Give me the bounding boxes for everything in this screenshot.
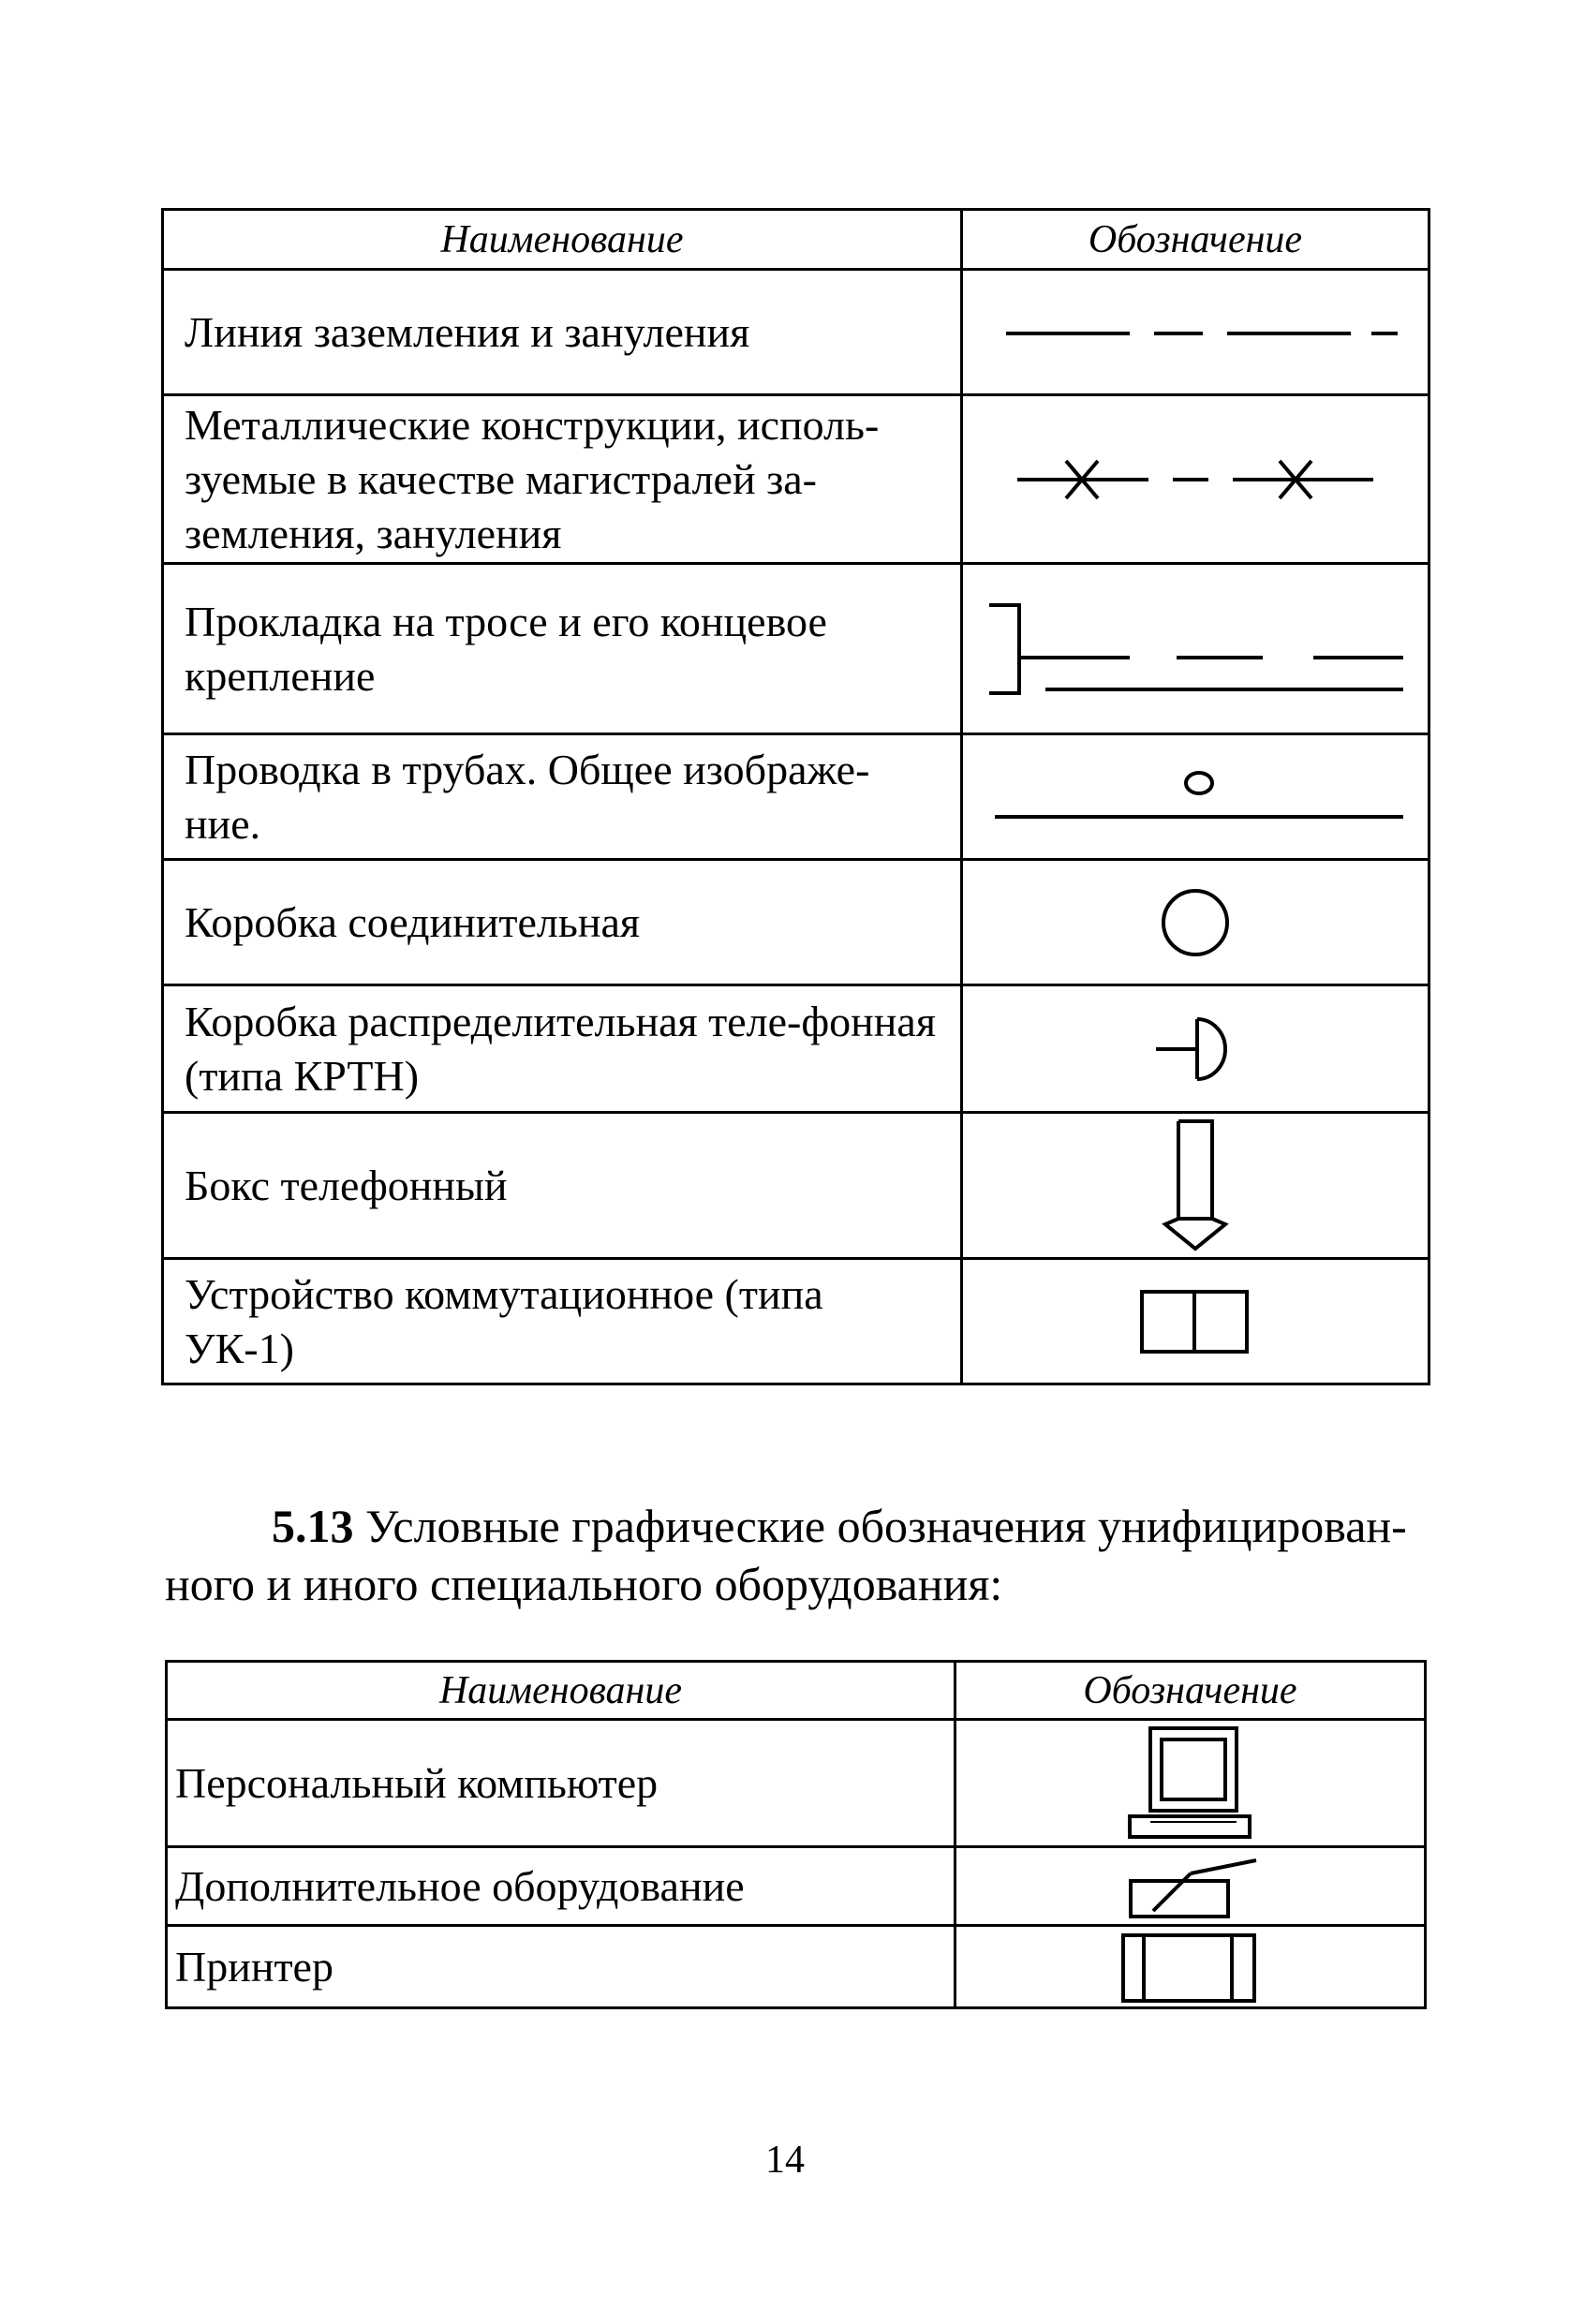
row-symbol: [962, 564, 1429, 734]
row-symbol: [962, 734, 1429, 860]
table-row: [163, 860, 1429, 985]
row-name: Коробка распределительная теле-фонная (типа КРТН): [163, 985, 962, 1113]
dash-line-icon: [989, 318, 1401, 347]
row-symbol: [962, 1259, 1429, 1384]
row-name: Проводка в трубах. Общее изображе-ние.: [163, 734, 962, 860]
pipe-wiring-icon: [980, 764, 1411, 830]
row-name: Металлические конструкции, исполь-зуемые в качестве магистралей за-земления, зануления: [163, 395, 962, 564]
row-name: Дополнительное оборудование: [167, 1847, 955, 1926]
phone-box-icon: [1158, 1116, 1233, 1256]
row-name: Принтер: [167, 1926, 955, 2008]
row-symbol: [955, 1847, 1426, 1926]
computer-icon: [1120, 1723, 1261, 1844]
table-row: [163, 564, 1429, 734]
table-header-row: [163, 210, 1429, 270]
row-symbol: [962, 860, 1429, 985]
table-row: [167, 1720, 1426, 1847]
table-row: [167, 1926, 1426, 2008]
row-symbol: [955, 1720, 1426, 1847]
circle-box-icon: [1158, 885, 1233, 960]
row-name: Персональный компьютер: [167, 1720, 955, 1847]
table-row: [163, 395, 1429, 564]
row-symbol: [962, 1113, 1429, 1259]
cable-on-wire-icon: [980, 598, 1411, 701]
row-name: Устройство коммутационное (типа УК-1): [163, 1259, 962, 1384]
table-header-row: [167, 1662, 1426, 1720]
section-number: 5.13: [272, 1500, 354, 1552]
row-symbol: [955, 1926, 1426, 2008]
table-row: [163, 985, 1429, 1113]
row-symbol: [962, 985, 1429, 1113]
header-symbol: Обозначение: [962, 210, 1429, 270]
table-row: [163, 734, 1429, 860]
printer-icon: [1116, 1930, 1266, 2005]
header-name: Наименование: [167, 1662, 955, 1720]
row-name: Прокладка на тросе и его концевое крепление: [163, 564, 962, 734]
row-symbol: [962, 270, 1429, 395]
table-row: [163, 1259, 1429, 1384]
table-row: [163, 270, 1429, 395]
cross-dash-line-icon: [999, 451, 1392, 508]
row-name: Линия заземления и зануления: [163, 270, 962, 395]
table-row: [167, 1847, 1426, 1926]
symbols-table-2: [165, 1660, 1427, 2009]
row-symbol: [962, 395, 1429, 564]
header-symbol: Обозначение: [955, 1662, 1426, 1720]
header-name: Наименование: [163, 210, 962, 270]
row-name: Бокс телефонный: [163, 1113, 962, 1259]
section-paragraph: [165, 1497, 1428, 1613]
extra-equipment-icon: [1116, 1849, 1266, 1924]
row-name: Коробка соединительная: [163, 860, 962, 985]
page-number: 14: [765, 2139, 805, 2182]
symbols-table-1: [161, 208, 1430, 1385]
table-row: [163, 1113, 1429, 1259]
half-circle-box-icon: [1148, 1012, 1242, 1087]
section-text: Условные графические обозначения унифицирован-ного и иного специального оборудования:: [165, 1500, 1407, 1610]
double-square-icon: [1134, 1284, 1256, 1359]
